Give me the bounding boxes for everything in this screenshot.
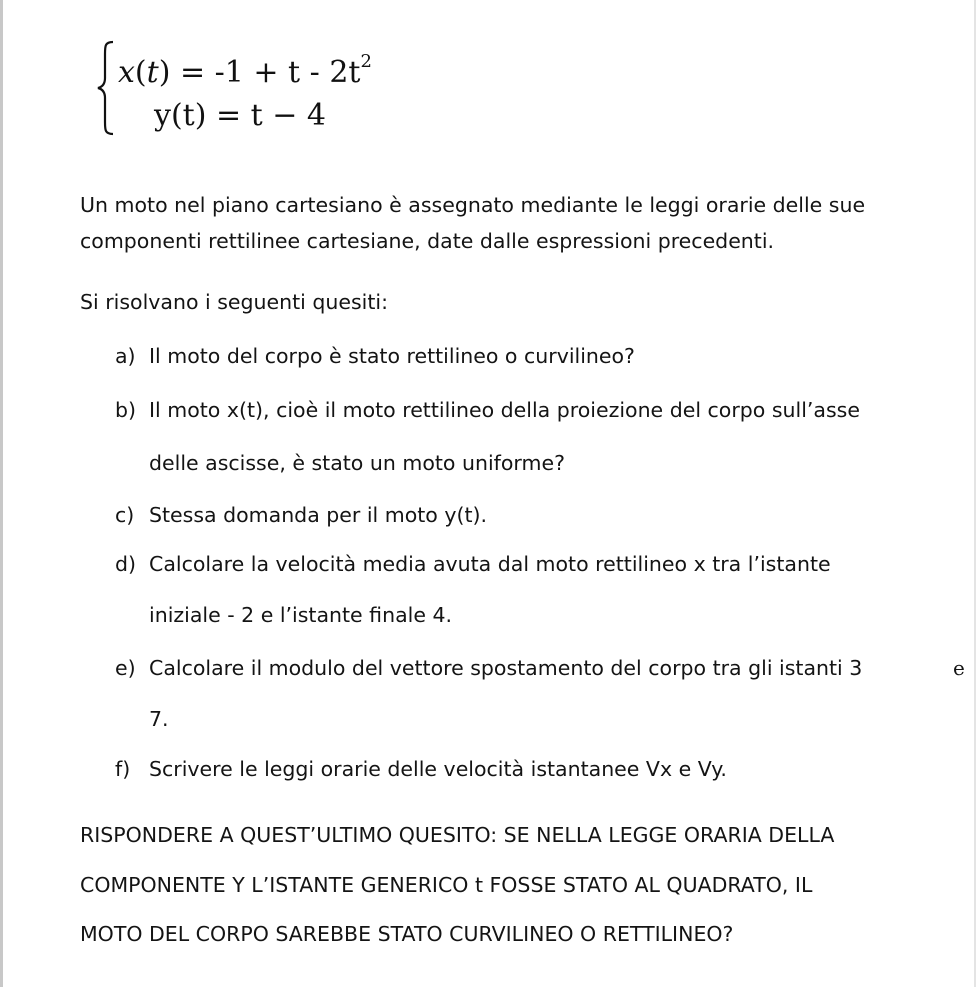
question-text: Calcolare la velocità media avuta dal moto rettilineo x tra l’istante [149, 552, 831, 576]
question-label: c) [115, 503, 135, 527]
question-text: Il moto x(t), cioè il moto rettilineo della proiezione del corpo sull’asse [149, 398, 860, 422]
left-brace-icon [96, 40, 116, 136]
question-text: Il moto del corpo è stato rettilineo o curvilineo? [149, 344, 635, 368]
question-label: f) [115, 757, 131, 781]
final-question-line-3: MOTO DEL CORPO SAREBBE STATO CURVILINEO O RETTILINEO? [80, 922, 734, 946]
question-d-continuation: iniziale - 2 e l’istante finale 4. [149, 603, 453, 627]
equation-system [96, 40, 396, 140]
question-label: d) [115, 552, 137, 576]
question-label: e) [115, 656, 136, 680]
page-left-border [0, 0, 3, 987]
question-e-tail: e [953, 656, 965, 680]
equation-y: y(t) = t − 4 [154, 98, 326, 133]
intro-line-1: Un moto nel piano cartesiano è assegnato mediante le leggi orarie delle sue [80, 193, 866, 217]
question-text: Stessa domanda per il moto y(t). [149, 503, 488, 527]
question-label: a) [115, 344, 136, 368]
question-e-continuation: 7. [149, 707, 169, 731]
final-question-line-2: COMPONENTE Y L’ISTANTE GENERICO t FOSSE STATO AL QUADRATO, IL [80, 873, 813, 897]
question-text: Calcolare il modulo del vettore spostamento del corpo tra gli istanti 3 [149, 656, 863, 680]
question-label: b) [115, 398, 137, 422]
question-b-continuation: delle ascisse, è stato un moto uniforme? [149, 451, 565, 475]
equation-x: $x(t) = -1 + t - 2t^2$ [118, 51, 372, 90]
intro-line-2: componenti rettilinee cartesiane, date dalle espressioni precedenti. [80, 229, 775, 253]
question-text: Scrivere le leggi orarie delle velocità istantanee Vx e Vy. [149, 757, 727, 781]
questions-prompt: Si risolvano i seguenti quesiti: [80, 290, 389, 314]
final-question-line-1: RISPONDERE A QUEST’ULTIMO QUESITO: SE NELLA LEGGE ORARIA DELLA [80, 823, 835, 847]
